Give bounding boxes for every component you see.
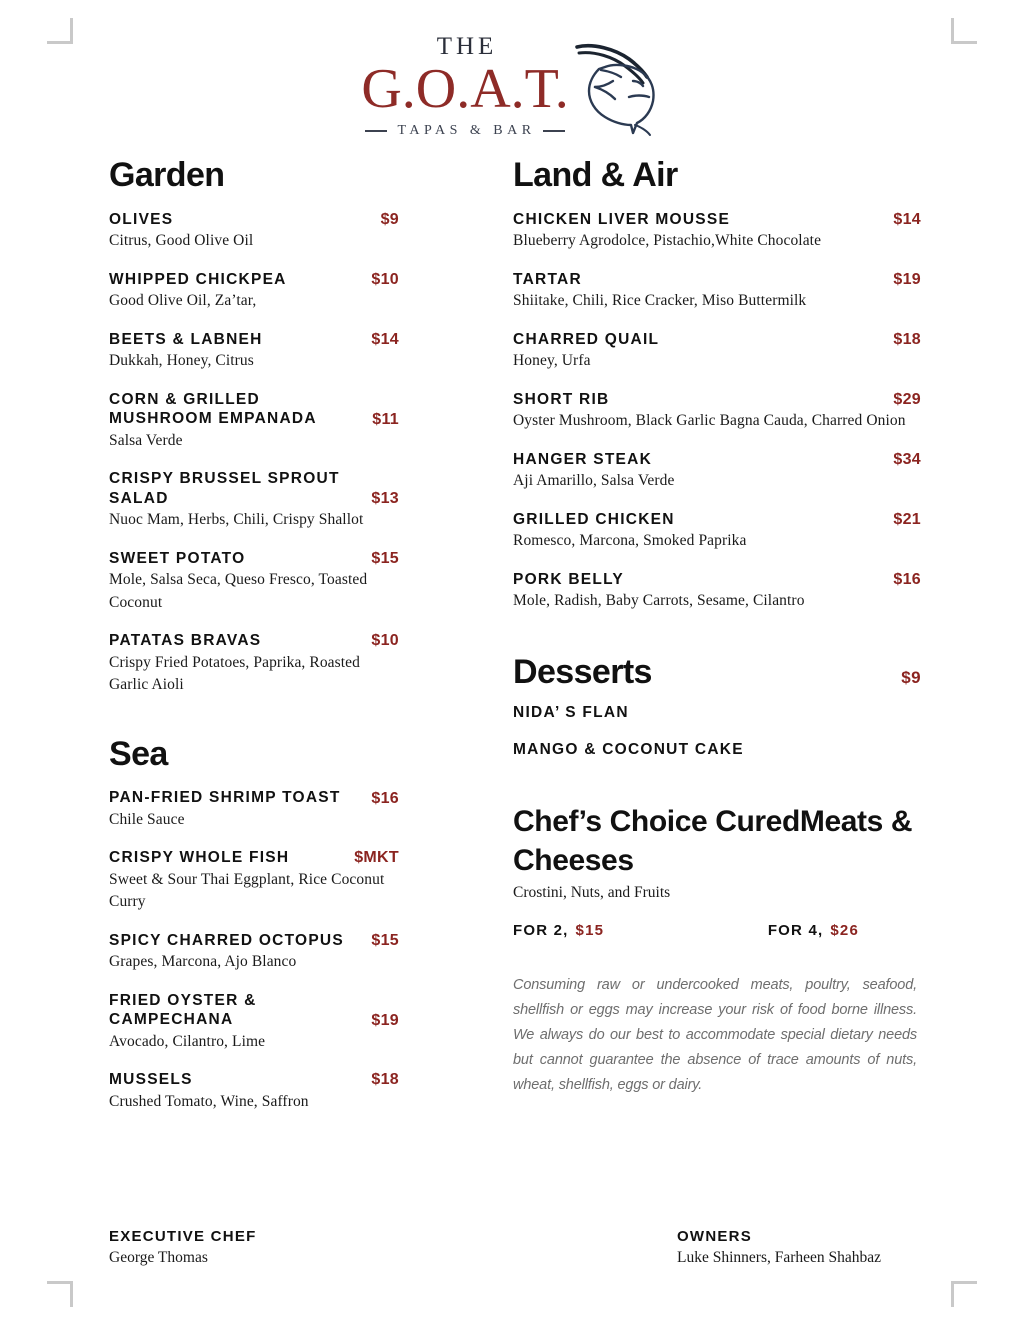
section-title-sea: Sea xyxy=(109,734,168,773)
menu-item-name: PAN-FRIED SHRIMP TOAST xyxy=(109,789,341,807)
menu-item-name: CORN & GRILLED MUSHROOM EMPANADA xyxy=(109,390,317,428)
menu-item-name: BEETS & LABNEH xyxy=(109,330,263,348)
menu-item xyxy=(109,270,399,313)
section-title-desserts: Desserts xyxy=(513,652,652,691)
section-title-land-air: Land & Air xyxy=(513,156,678,194)
chefs-choice-for-4-price: $26 xyxy=(830,922,859,940)
dessert-item-name: NIDA’ S FLAN xyxy=(513,704,629,722)
menu-item xyxy=(109,848,399,913)
menu-item-name: TARTAR xyxy=(513,270,582,288)
menu-item-price: $15 xyxy=(371,932,399,950)
owners-names: Luke Shinners, Farheen Shahbaz xyxy=(677,1249,882,1266)
menu-item-price: $19 xyxy=(893,270,921,288)
logo-the-text: THE xyxy=(436,33,498,60)
menu-item-description: Citrus, Good Olive Oil xyxy=(109,232,254,250)
menu-item xyxy=(513,570,921,613)
menu-item-name: OLIVES xyxy=(109,210,174,228)
menu-item-price: $10 xyxy=(371,270,399,288)
menu-item-name: CHARRED QUAIL xyxy=(513,330,660,348)
menu-item xyxy=(109,788,399,831)
menu-item xyxy=(109,631,399,696)
menu-item-price: $18 xyxy=(371,1071,399,1089)
menu-item-description: Crushed Tomato, Wine, Saffron xyxy=(109,1092,309,1110)
menu-item-price: $14 xyxy=(893,210,921,228)
menu-item xyxy=(109,330,399,373)
menu-item-price: $34 xyxy=(893,450,921,468)
menu-item xyxy=(109,549,399,614)
executive-chef-label: EXECUTIVE CHEF xyxy=(109,1228,257,1245)
executive-chef-block xyxy=(109,1228,257,1267)
menu-item-name: FRIED OYSTER & CAMPECHANA xyxy=(109,991,257,1029)
menu-item-name: WHIPPED CHICKPEA xyxy=(109,270,287,288)
logo-name-text: G.O.A.T. xyxy=(361,58,569,120)
menu-item xyxy=(109,469,399,532)
menu-item-price: $29 xyxy=(893,390,921,408)
menu-item-description: Crispy Fried Potatoes, Paprika, Roasted Garlic Aioli xyxy=(109,653,361,694)
menu-item-price: $16 xyxy=(371,789,399,807)
menu-item-price: $21 xyxy=(893,510,921,528)
chefs-choice-for-2 xyxy=(513,922,604,939)
menu-item xyxy=(109,210,399,253)
menu-item xyxy=(513,330,921,373)
chefs-choice-for-4 xyxy=(768,922,859,939)
menu-item xyxy=(109,991,399,1054)
menu-item-name: CRISPY BRUSSEL SPROUT SALAD xyxy=(109,470,340,507)
menu-item-description: Oyster Mushroom, Black Garlic Bagna Cauda, Charred Onion xyxy=(513,412,906,430)
executive-chef-name: George Thomas xyxy=(109,1249,208,1266)
menu-item-price: $10 xyxy=(371,632,399,650)
menu-item-price: $11 xyxy=(372,410,399,428)
menu-item-name: PATATAS BRAVAS xyxy=(109,632,262,650)
menu-item-price: $MKT xyxy=(354,849,399,867)
menu-column-left xyxy=(109,158,399,1130)
chefs-choice-for-2-price: $15 xyxy=(575,922,605,940)
menu-item-name: SPICY CHARRED OCTOPUS xyxy=(109,931,344,949)
menu-item-description: Honey, Urfa xyxy=(513,352,591,370)
logo-tagline-text: TAPAS & BAR xyxy=(397,123,536,138)
menu-item-price: $13 xyxy=(371,490,399,508)
menu-item-price: $15 xyxy=(371,549,399,567)
menu-item-description: Aji Amarillo, Salsa Verde xyxy=(513,472,675,490)
menu-item-price: $16 xyxy=(893,570,921,588)
menu-item xyxy=(109,390,399,453)
menu-item-name: HANGER STEAK xyxy=(513,450,653,468)
menu-item-name: MUSSELS xyxy=(109,1071,193,1089)
menu-item-price: $9 xyxy=(380,210,399,228)
dessert-item-name: MANGO & COCONUT CAKE xyxy=(513,741,744,759)
menu-item-description: Blueberry Agrodolce, Pistachio,White Chocolate xyxy=(513,232,822,250)
menu-item xyxy=(513,450,921,493)
menu-item xyxy=(513,210,921,253)
desserts-price: $9 xyxy=(901,667,921,687)
chefs-choice-title: Chef’s Choice CuredMeats & Cheeses xyxy=(513,805,913,877)
menu-item-name: PORK BELLY xyxy=(513,570,624,588)
menu-item xyxy=(513,510,921,553)
owners-block xyxy=(677,1228,881,1267)
menu-item xyxy=(513,270,921,313)
chefs-choice-for-4-label: FOR 4, xyxy=(767,922,824,940)
menu-item-description: Grapes, Marcona, Ajo Blanco xyxy=(109,953,297,971)
menu-item xyxy=(109,1070,399,1113)
menu-item-description: Avocado, Cilantro, Lime xyxy=(109,1032,266,1050)
menu-item-price: $18 xyxy=(893,330,921,348)
menu-item-description: Shiitake, Chili, Rice Cracker, Miso Buttermilk xyxy=(513,292,807,310)
section-title-garden: Garden xyxy=(109,156,225,194)
menu-column-right xyxy=(513,158,921,1098)
menu-item-description: Mole, Radish, Baby Carrots, Sesame, Cilantro xyxy=(513,592,805,610)
menu-item-description: Dukkah, Honey, Citrus xyxy=(109,352,254,370)
menu-item-name: SHORT RIB xyxy=(513,390,610,408)
menu-item-description: Sweet & Sour Thai Eggplant, Rice Coconut Curry xyxy=(109,870,385,911)
desserts-header xyxy=(513,652,921,691)
menu-item-description: Romesco, Marcona, Smoked Paprika xyxy=(513,532,747,550)
page-footer xyxy=(0,1228,1024,1298)
menu-item-price: $14 xyxy=(371,330,399,348)
menu-item-description: Chile Sauce xyxy=(109,810,185,828)
menu-item-description: Mole, Salsa Seca, Queso Fresco, Toasted Coconut xyxy=(109,571,368,611)
chefs-choice-description: Crostini, Nuts, and Fruits xyxy=(513,884,671,902)
menu-item-description: Nuoc Mam, Herbs, Chili, Crispy Shallot xyxy=(109,511,364,529)
menu-item xyxy=(109,931,399,974)
menu-item-name: GRILLED CHICKEN xyxy=(513,510,675,528)
menu-item-name: CRISPY WHOLE FISH xyxy=(109,849,290,867)
menu-item xyxy=(513,390,921,433)
owners-label: OWNERS xyxy=(677,1228,752,1245)
menu-item-price: $19 xyxy=(371,1011,399,1029)
menu-item-name: SWEET POTATO xyxy=(109,549,246,567)
menu-item-description: Good Olive Oil, Za’tar, xyxy=(109,292,257,310)
chefs-choice-for-2-label: FOR 2, xyxy=(513,922,569,940)
chefs-choice-block xyxy=(513,803,921,1098)
menu-item-description: Salsa Verde xyxy=(109,431,183,449)
allergen-disclaimer: Consuming raw or undercooked meats, poultry, seafood, shellfish or eggs may increase your risk of food borne illness. We always do our best to accommodate special dietary needs but cannot guarantee the absence of trace amounts of nuts, wheat, shellfish, eggs or dairy. xyxy=(513,977,917,1094)
menu-item-name: CHICKEN LIVER MOUSSE xyxy=(513,210,731,228)
